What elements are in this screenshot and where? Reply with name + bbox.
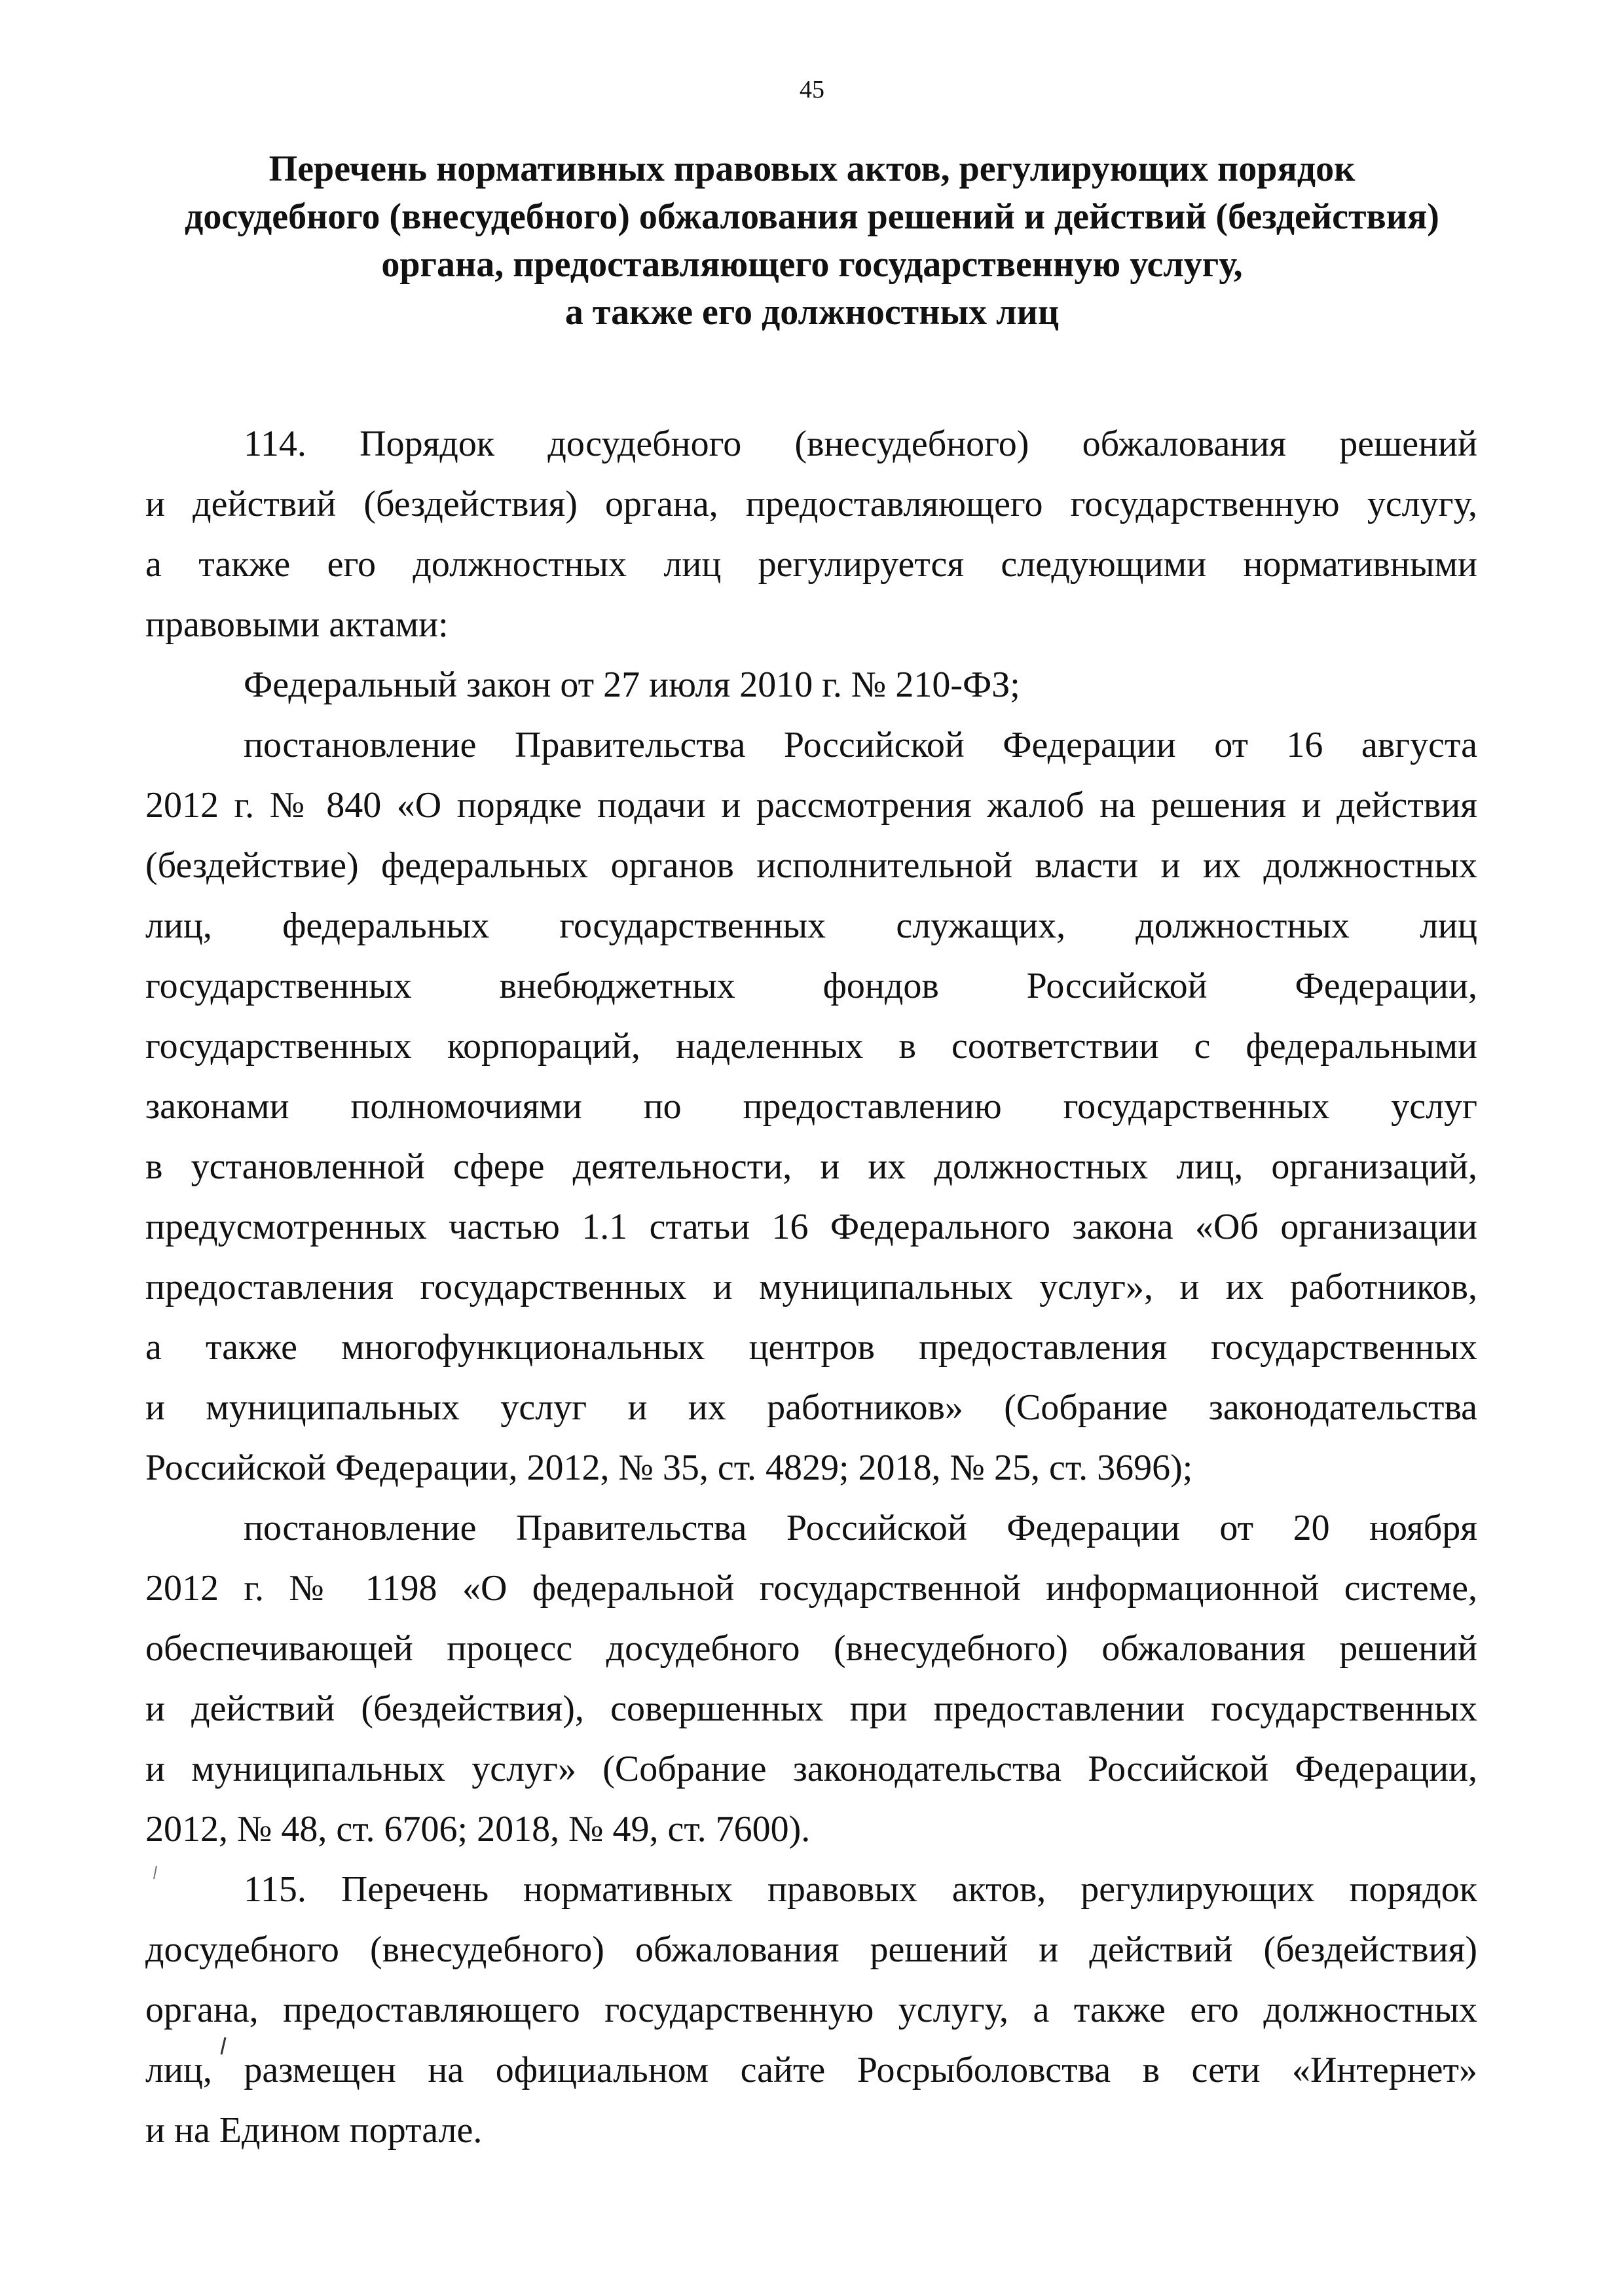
text-line: досудебного (внесудебного) обжалования решений и действий (бездействия) bbox=[145, 1929, 1477, 1970]
text-line: предусмотренных частью 1.1 статьи 16 Федерального закона «Об организации bbox=[145, 1207, 1477, 1247]
text-line: государственных корпораций, наделенных в соответствии с федеральными bbox=[145, 1026, 1477, 1066]
text-line: и на Едином портале. bbox=[145, 2110, 483, 2151]
document-title bbox=[138, 145, 1486, 337]
text-line: 2012 г. № 1198 «О федеральной государственной информационной системе, bbox=[145, 1568, 1477, 1609]
text-line: и муниципальных услуг» (Собрание законодательства Российской Федерации, bbox=[145, 1749, 1477, 1789]
text-line: 2012, № 48, ст. 6706; 2018, № 49, ст. 7600). bbox=[145, 1809, 811, 1850]
text-line: обеспечивающей процесс досудебного (внесудебного) обжалования решений bbox=[145, 1628, 1477, 1669]
page-number: 45 bbox=[800, 76, 824, 103]
paragraph-resolution-840 bbox=[145, 715, 1477, 1498]
text-line: лиц, федеральных государственных служащих, должностных лиц bbox=[145, 905, 1477, 946]
text-line: правовыми актами: bbox=[145, 604, 449, 645]
paragraph-federal-law bbox=[145, 655, 1477, 715]
text-line: государственных внебюджетных фондов Российской Федерации, bbox=[145, 966, 1477, 1006]
title-line: досудебного (внесудебного) обжалования решений и действий (бездействия) bbox=[185, 196, 1439, 237]
text-line: а также многофункциональных центров предоставления государственных bbox=[145, 1327, 1477, 1368]
paragraph-114 bbox=[145, 414, 1477, 655]
text-line: постановление Правительства Российской Федерации от 20 ноября bbox=[244, 1508, 1477, 1548]
scan-mark bbox=[152, 1865, 158, 1880]
paragraph-115 bbox=[145, 1859, 1477, 2160]
text-line: постановление Правительства Российской Федерации от 16 августа bbox=[244, 725, 1477, 765]
title-line: органа, предоставляющего государственную услугу, bbox=[381, 244, 1243, 285]
text-line: а также его должностных лиц регулируется следующими нормативными bbox=[145, 544, 1477, 585]
text-line: в установленной сфере деятельности, и их должностных лиц, организаций, bbox=[145, 1146, 1477, 1187]
text-line: Федеральный закон от 27 июля 2010 г. № 210-ФЗ; bbox=[244, 665, 1020, 705]
text-line: Российской Федерации, 2012, № 35, ст. 4829; 2018, № 25, ст. 3696); bbox=[145, 1448, 1193, 1488]
text-line: лиц, размещен на официальном сайте Росрыболовства в сети «Интернет» bbox=[145, 2050, 1477, 2090]
text-line: 2012 г. № 840 «О порядке подачи и рассмотрения жалоб на решения и действия bbox=[145, 785, 1477, 826]
title-line: Перечень нормативных правовых актов, регулирующих порядок bbox=[268, 149, 1356, 189]
title-line: а также его должностных лиц bbox=[564, 292, 1060, 333]
text-line: органа, предоставляющего государственную услугу, а также его должностных bbox=[145, 1990, 1477, 2030]
paragraph-resolution-1198 bbox=[145, 1498, 1477, 1859]
text-line: 114. Порядок досудебного (внесудебного) обжалования решений bbox=[244, 424, 1477, 464]
text-line: предоставления государственных и муниципальных услуг», и их работников, bbox=[145, 1267, 1477, 1307]
text-line: 115. Перечень нормативных правовых актов, регулирующих порядок bbox=[244, 1869, 1477, 1910]
text-line: (бездействие) федеральных органов исполнительной власти и их должностных bbox=[145, 845, 1477, 886]
text-line: и действий (бездействия) органа, предоставляющего государственную услугу, bbox=[145, 484, 1477, 524]
text-line: и муниципальных услуг и их работников» (Собрание законодательства bbox=[145, 1387, 1477, 1428]
text-line: законами полномочиями по предоставлению государственных услуг bbox=[145, 1086, 1477, 1127]
text-line: и действий (бездействия), совершенных при предоставлении государственных bbox=[145, 1688, 1477, 1729]
document-body bbox=[145, 414, 1477, 2160]
scan-mark bbox=[219, 2036, 227, 2056]
